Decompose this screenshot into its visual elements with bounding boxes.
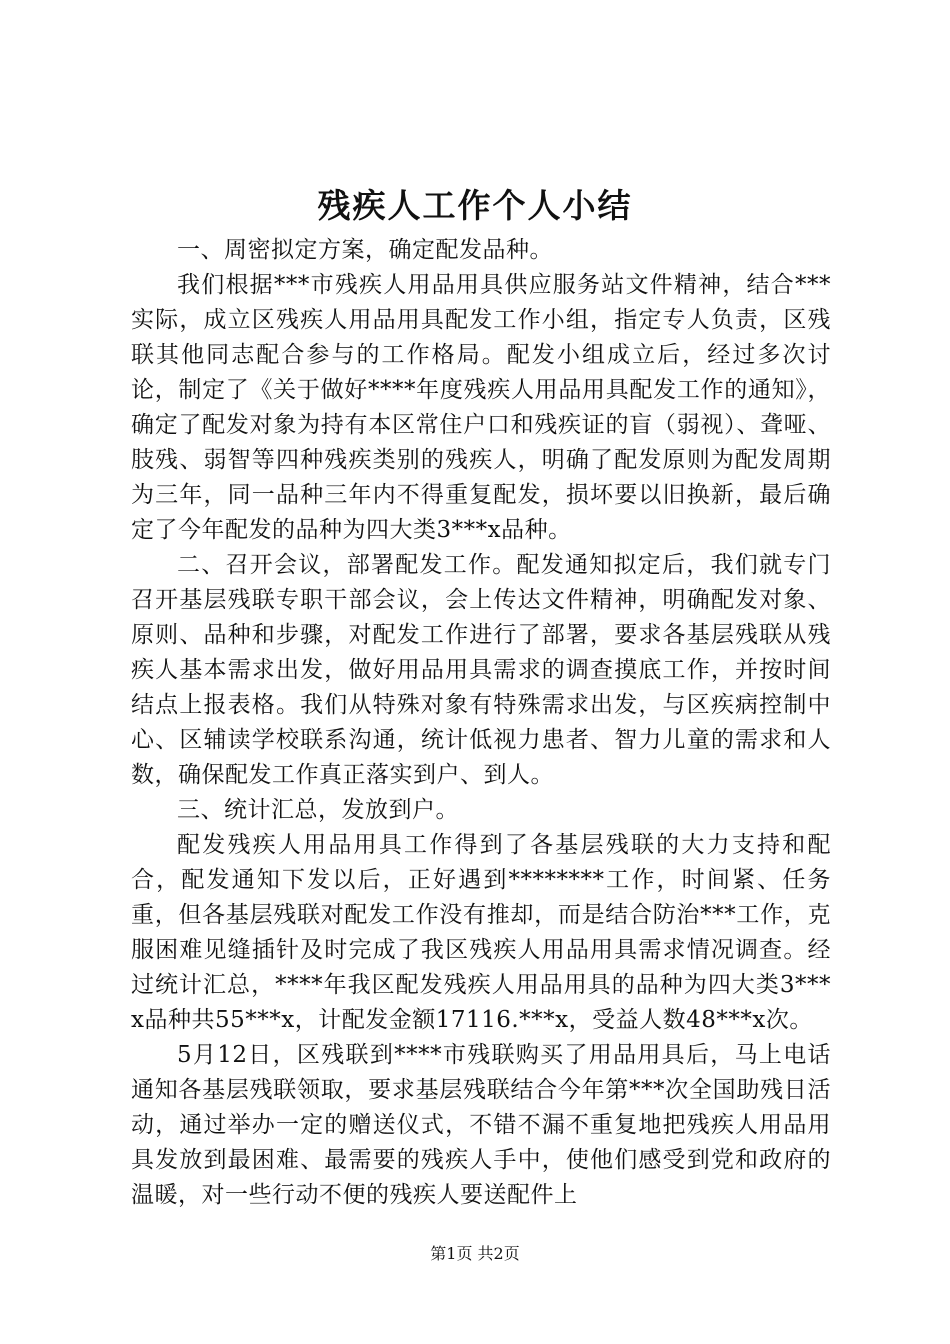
paragraph-3: 配发残疾人用品用具工作得到了各基层残联的大力支持和配合，配发通知下发以后，正好遇到********工作，时间紧、任务重，但各基层残联对配发工作没有推却，而是结合防治***工作，克服困难见缝插针及时完成了我区残疾人用品用具需求情况调查。经过统计汇总，****年我区配发残疾人用品用具的品种为四大类3***x品种共55***x，计配发金额17116.***x，受益人数48***x次。	[131, 832, 831, 1033]
paragraph-2: 二、召开会议，部署配发工作。配发通知拟定后，我们就专门召开基层残联专职干部会议，会上传达文件精神，明确配发对象、原则、品种和步骤，对配发工作进行了部署，要求各基层残联从残疾人基本需求出发，做好用品用具需求的调查摸底工作，并按时间结点上报表格。我们从特殊对象有特殊需求出发，与区疾病控制中心、区辅读学校联系沟通，统计低视力患者、智力儿童的需求和人数，确保配发工作真正落实到户、到人。	[131, 552, 831, 788]
paragraph-1: 我们根据***市残疾人用品用具供应服务站文件精神，结合***实际，成立区残疾人用品用具配发工作小组，指定专人负责，区残联其他同志配合参与的工作格局。配发小组成立后，经过多次讨论，制定了《关于做好****年度残疾人用品用具配发工作的通知》，确定了配发对象为持有本区常住户口和残疾证的盲（弱视）、聋哑、肢残、弱智等四种残疾类别的残疾人，明确了配发原则为配发周期为三年，同一品种三年内不得重复配发，损坏要以旧换新，最后确定了今年配发的品种为四大类3***x品种。	[131, 272, 831, 543]
paragraph-heading-1: 一、周密拟定方案，确定配发品种。	[177, 237, 553, 263]
page-number-footer: 第1页 共2页	[430, 1244, 520, 1263]
document-title: 残疾人工作个人小结	[317, 186, 633, 225]
paragraph-4: 5月12日，区残联到****市残联购买了用品用具后，马上电话通知各基层残联领取，要求基层残联结合今年第***次全国助残日活动，通过举办一定的赠送仪式，不错不漏不重复地把残疾人用品用具发放到最困难、最需要的残疾人手中，使他们感受到党和政府的温暖，对一些行动不便的残疾人要送配件上	[131, 1042, 831, 1208]
paragraph-heading-3: 三、统计汇总，发放到户。	[177, 797, 459, 823]
document-body	[131, 233, 831, 1213]
